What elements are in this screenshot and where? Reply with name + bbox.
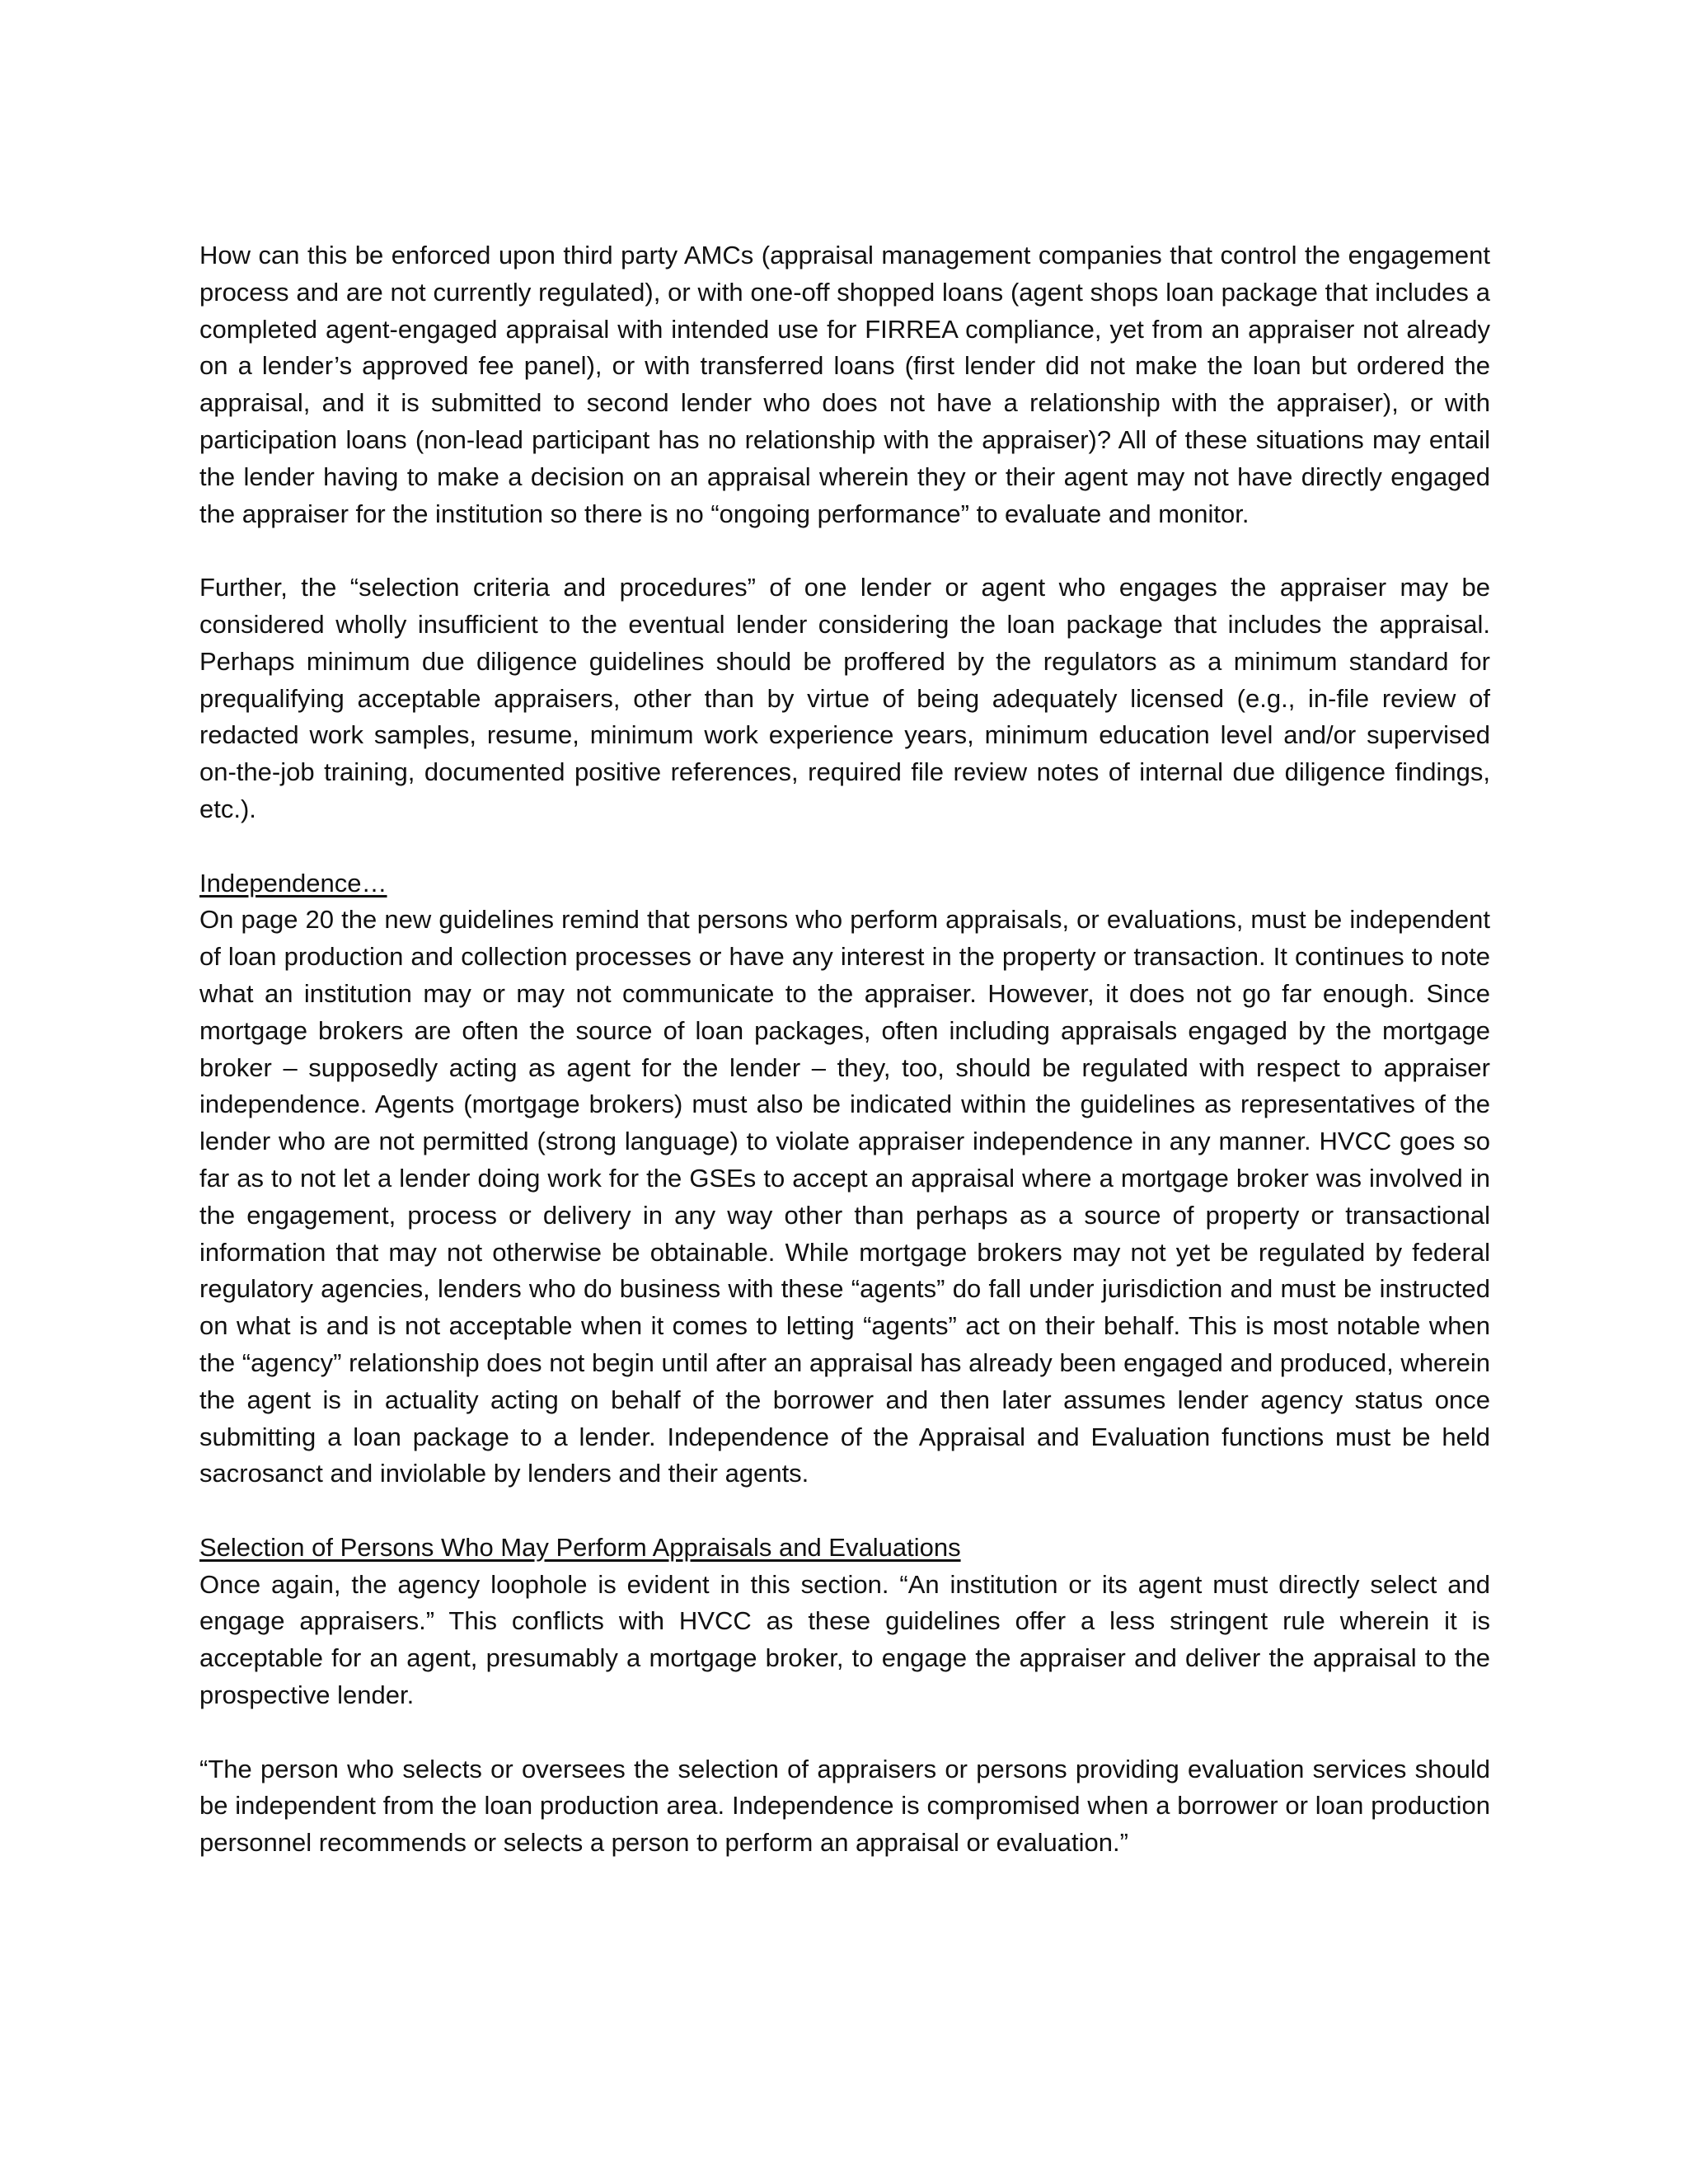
paragraph-spacer: [199, 828, 1490, 865]
section-heading-independence: Independence…: [199, 868, 387, 898]
document-page: [199, 237, 1490, 1862]
paragraph-agency-loophole: Once again, the agency loophole is evident in this section. “An institution or its agent must directly select and engage appraisers.” This conflicts with HVCC as these guidelines offer a less stringent rule wherein it is acceptable for an agent, presumably a mortgage broker, to engage the appraiser and deliver the appraisal to the prospective lender.: [199, 1569, 1490, 1710]
paragraph-spacer: [199, 1714, 1490, 1751]
paragraph-spacer: [199, 1493, 1490, 1530]
paragraph-independence: On page 20 the new guidelines remind that persons who perform appraisals, or evaluations, must be independent of loan production and collection processes or have any interest in the property or transaction. It continues to note what an institution may or may not communicate to the appraiser. However, it does not go far enough. Since mortgage brokers are often the source of loan packages, often including appraisals engaged by the mortgage broker – supposedly acting as agent for the lender – they, too, should be regulated with respect to appraiser independence. Agents (mortgage brokers) must also be indicated within the guidelines as representatives of the lender who are not permitted (strong language) to violate appraiser independence in any manner. HVCC goes so far as to not let a lender doing work for the GSEs to accept an appraisal where a mortgage broker was involved in the engagement, process or delivery in any way other than perhaps as a source of property or transactional information that may not otherwise be obtainable. While mortgage brokers may not yet be regulated by federal regulatory agencies, lenders who do business with these “agents” do fall under jurisdiction and must be instructed on what is and is not acceptable when it comes to letting “agents” act on their behalf. This is most notable when the “agency” relationship does not begin until after an appraisal has already been engaged and produced, wherein the agent is in actuality acting on behalf of the borrower and then later assumes lender agency status once submitting a loan package to a lender. Independence of the Appraisal and Evaluation functions must be held sacrosanct and inviolable by lenders and their agents.: [199, 905, 1490, 1488]
paragraph-spacer: [199, 532, 1490, 569]
section-heading-selection: Selection of Persons Who May Perform Appraisals and Evaluations: [199, 1532, 961, 1562]
paragraph-selection-criteria: Further, the “selection criteria and procedures” of one lender or agent who engages the appraiser may be considered wholly insufficient to the eventual lender considering the loan package that includes the appraisal. Perhaps minimum due diligence guidelines should be proffered by the regulators as a minimum standard for prequalifying acceptable appraisers, other than by virtue of being adequately licensed (e.g., in-file review of redacted work samples, resume, minimum work experience years, minimum education level and/or supervised on-the-job training, documented positive references, required file review notes of internal due diligence findings, etc.).: [199, 573, 1490, 823]
paragraph-quote-independence: “The person who selects or oversees the selection of appraisers or persons providing evaluation services should be independent from the loan production area. Independence is compromised when a borrower or loan production personnel recommends or selects a person to perform an appraisal or evaluation.”: [199, 1754, 1490, 1858]
paragraph-amc-enforcement: How can this be enforced upon third party AMCs (appraisal management companies that control the engagement process and are not currently regulated), or with one-off shopped loans (agent shops loan package that includes a completed agent-engaged appraisal with intended use for FIRREA compliance, yet from an appraiser not already on a lender’s approved fee panel), or with transferred loans (first lender did not make the loan but ordered the appraisal, and it is submitted to second lender who does not have a relationship with the appraiser), or with participation loans (non-lead participant has no relationship with the appraiser)? All of these situations may entail the lender having to make a decision on an appraisal wherein they or their agent may not have directly engaged the appraiser for the institution so there is no “ongoing performance” to evaluate and monitor.: [199, 241, 1490, 528]
